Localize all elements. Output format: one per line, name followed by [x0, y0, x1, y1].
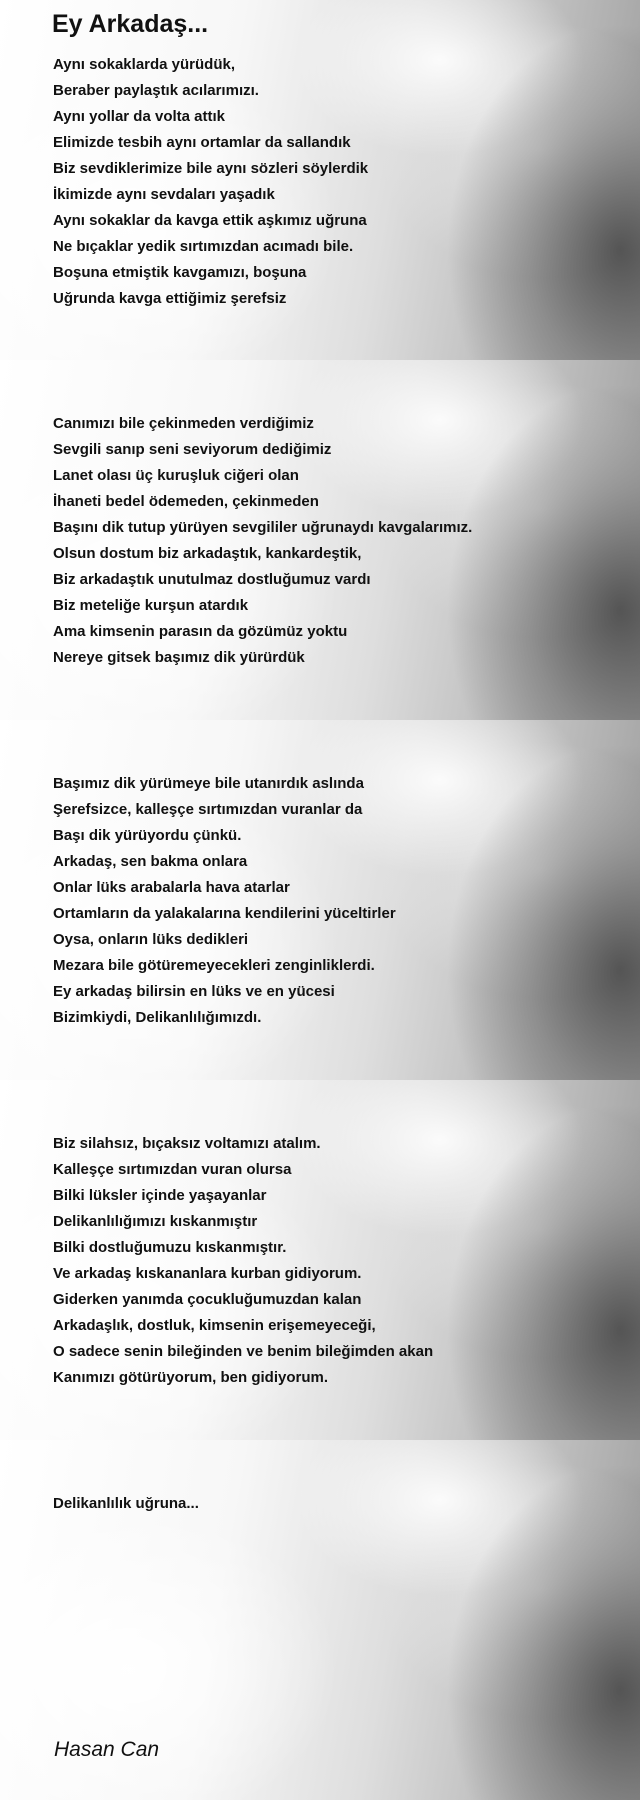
poem-line: Kanımızı götürüyorum, ben gidiyorum.: [53, 1369, 329, 1386]
poem-line: Onlar lüks arabalarla hava atarlar: [53, 879, 290, 896]
poem-line: Şerefsizce, kalleşçe sırtımızdan vuranlar da: [53, 801, 363, 818]
poem-line: Lanet olası üç kuruşluk ciğeri olan: [53, 467, 299, 484]
poem-panel-2: [0, 360, 640, 720]
poem-line: Canımızı bile çekinmeden verdiğimiz: [53, 415, 314, 432]
poem-line: Bilki lüksler içinde yaşayanlar: [53, 1187, 267, 1204]
poem-line: Bizimkiydi, Delikanlılığımızdı.: [53, 1009, 262, 1026]
poem-title: Ey Arkadaş...: [52, 10, 209, 38]
poem-line: İkimizde aynı sevdaları yaşadık: [53, 186, 275, 203]
poem-line: O sadece senin bileğinden ve benim bileğimden akan: [53, 1343, 434, 1360]
stanza-4: [53, 1131, 433, 1391]
poem-panel-5: [0, 1440, 640, 1800]
poem-line: Aynı sokaklarda yürüdük,: [53, 56, 236, 73]
poem-line: Başını dik tutup yürüyen sevgililer uğrunaydı kavgalarımız.: [53, 519, 473, 536]
poem-line: Beraber paylaştık acılarımızı.: [53, 82, 259, 99]
poem-line: Biz silahsız, bıçaksız voltamızı atalım.: [53, 1135, 321, 1152]
poem-line: Biz arkadaştık unutulmaz dostluğumuz vardı: [53, 571, 371, 588]
poem-line: Mezara bile götüremeyecekleri zenginliklerdi.: [53, 957, 375, 974]
poem-line: Ey arkadaş bilirsin en lüks ve en yücesi: [53, 983, 335, 1000]
poem-line: Giderken yanımda çocukluğumuzdan kalan: [53, 1291, 362, 1308]
poem-line: Elimizde tesbih aynı ortamlar da sallandık: [53, 134, 351, 151]
poem-line: Başımız dik yürümeye bile utanırdık aslında: [53, 775, 364, 792]
poem-panel-4: [0, 1080, 640, 1440]
poem-line: Nereye gitsek başımız dik yürürdük: [53, 649, 305, 666]
poem-line: Ortamların da yalakalarına kendilerini yüceltirler: [53, 905, 396, 922]
poem-line: Kalleşçe sırtımızdan vuran olursa: [53, 1161, 292, 1178]
poem-line: Uğrunda kavga ettiğimiz şerefsiz: [53, 290, 287, 307]
stanza-2: [53, 411, 472, 671]
poem-panel-3: [0, 720, 640, 1080]
poem-line: Aynı sokaklar da kavga ettik aşkımız uğruna: [53, 212, 367, 229]
stanza-1: [53, 52, 368, 312]
poem-line: Delikanlılığımızı kıskanmıştır: [53, 1213, 258, 1230]
poem-panel-1: [0, 0, 640, 360]
poem-line: Biz meteliğe kurşun atardık: [53, 597, 249, 614]
poem-line: Boşuna etmiştik kavgamızı, boşuna: [53, 264, 307, 281]
poem-line: İhaneti bedel ödemeden, çekinmeden: [53, 493, 319, 510]
poem-line: Başı dik yürüyordu çünkü.: [53, 827, 242, 844]
poem-line: Delikanlılık uğruna...: [53, 1495, 199, 1512]
poem-author: Hasan Can: [54, 1738, 160, 1761]
stanza-3: [53, 771, 396, 1031]
stanza-5: [53, 1491, 199, 1517]
poem-line: Bilki dostluğumuzu kıskanmıştır.: [53, 1239, 287, 1256]
poem-line: Ne bıçaklar yedik sırtımızdan acımadı bile.: [53, 238, 354, 255]
poem-line: Arkadaş, sen bakma onlara: [53, 853, 248, 870]
poem-line: Oysa, onların lüks dedikleri: [53, 931, 249, 948]
poem-line: Olsun dostum biz arkadaştık, kankardeştik,: [53, 545, 362, 562]
poem-line: Sevgili sanıp seni seviyorum dediğimiz: [53, 441, 332, 458]
poem-line: Biz sevdiklerimize bile aynı sözleri söylerdik: [53, 160, 369, 177]
poem-line: Arkadaşlık, dostluk, kimsenin erişemeyeceği,: [53, 1317, 376, 1334]
poem-line: Aynı yollar da volta attık: [53, 108, 225, 125]
poem-line: Ve arkadaş kıskananlara kurban gidiyorum.: [53, 1265, 362, 1282]
poem-line: Ama kimsenin parasın da gözümüz yoktu: [53, 623, 348, 640]
